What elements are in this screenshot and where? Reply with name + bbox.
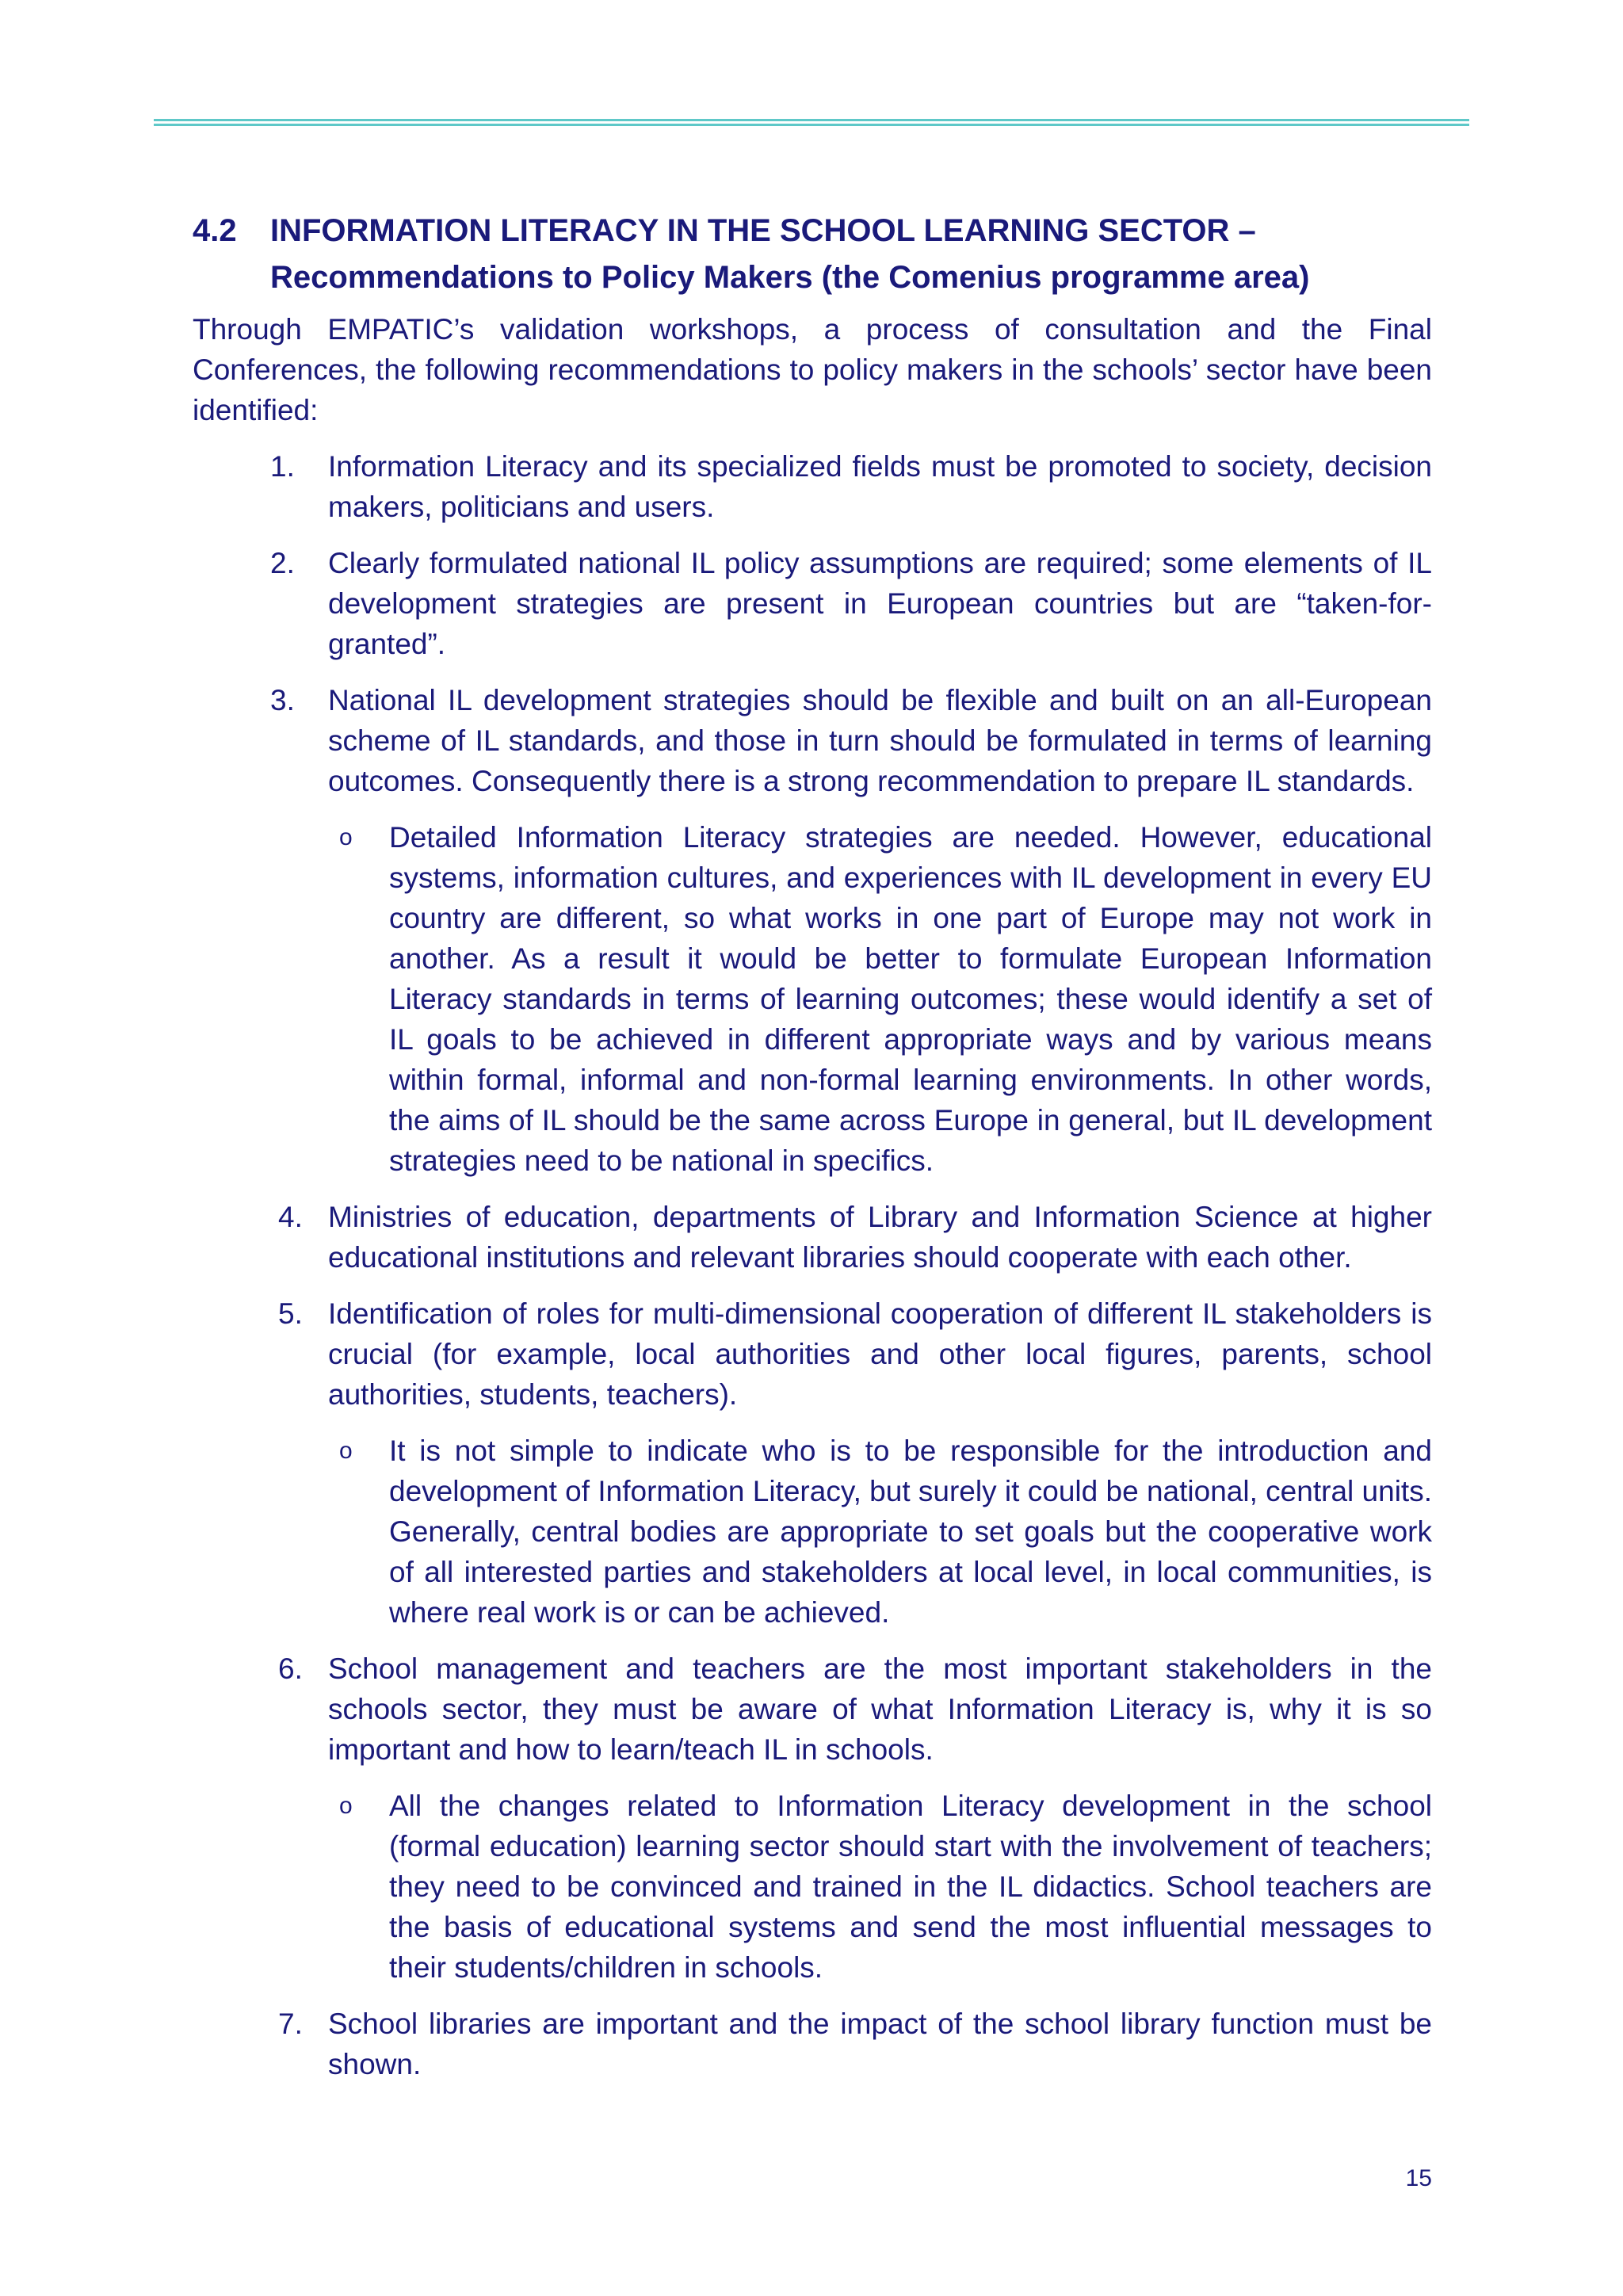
item-text: Information Literacy and its specialized fields must be promoted to society, decision makers, politicians and users.	[328, 450, 1432, 523]
sub-item	[328, 1786, 1432, 1988]
sub-item-text: Detailed Information Literacy strategies are needed. However, educational systems, information cultures, and experiences with IL development in every EU country are different, so what works in one part of Europe may not work in another. As a result it would be better to formulate European Information Literacy standards in terms of learning outcomes; these would identify a set of IL goals to be achieved in different appropriate ways and by various means within formal, informal and non-formal learning environments. In other words, the aims of IL should be the same across Europe in general, but IL development strategies need to be national in specifics.	[389, 821, 1432, 1177]
section-title-line-1: INFORMATION LITERACY IN THE SCHOOL LEARNING SECTOR –	[270, 213, 1256, 248]
sub-item	[328, 1431, 1432, 1633]
item-text: Clearly formulated national IL policy assumptions are required; some elements of IL development strategies are present in European countries but are “taken-for-granted”.	[328, 547, 1432, 660]
recommendation-item	[193, 680, 1432, 1181]
circle-bullet-icon: o	[339, 1438, 353, 1464]
item-number: 2.	[270, 547, 295, 579]
sub-item-text: It is not simple to indicate who is to be responsible for the introduction and development of Information Literacy, but surely it could be national, central units. Generally, central bodies are appropriate to set goals but the cooperative work of all interested parties and stakeholders at local level, in local communities, is where real work is or can be achieved.	[389, 1435, 1432, 1629]
header-rule-line	[154, 119, 1469, 121]
recommendation-item	[193, 2004, 1432, 2084]
sub-item	[328, 817, 1432, 1181]
item-text: Identification of roles for multi-dimensional cooperation of different IL stakeholders is crucial (for example, local authorities and other local figures, parents, school authorities, students, teachers).	[328, 1297, 1432, 1411]
item-number: 5.	[278, 1297, 303, 1330]
item-text: School management and teachers are the most important stakeholders in the schools sector, they must be aware of what Information Literacy is, why it is so important and how to learn/teach IL in schools.	[328, 1652, 1432, 1766]
section-title-line-2: Recommendations to Policy Makers (the Comenius programme area)	[270, 260, 1310, 295]
sub-item-text: All the changes related to Information Literacy development in the school (formal education) learning sector should start with the involvement of teachers; they need to be convinced and trained in the IL didactics. School teachers are the basis of educational systems and send the most influential messages to their students/children in schools.	[389, 1790, 1432, 1984]
recommendations-list	[193, 446, 1432, 2084]
recommendation-item	[193, 446, 1432, 527]
item-number: 1.	[270, 450, 295, 483]
item-number: 4.	[278, 1201, 303, 1233]
header-rule	[154, 119, 1469, 127]
recommendation-item	[193, 1293, 1432, 1633]
item-number: 6.	[278, 1652, 303, 1685]
page-content	[193, 208, 1432, 2100]
sub-list	[328, 817, 1432, 1181]
sub-list	[328, 1786, 1432, 1988]
item-text: Ministries of education, departments of Library and Information Science at higher educational institutions and relevant libraries should cooperate with each other.	[328, 1201, 1432, 1274]
section-heading	[193, 208, 1432, 301]
recommendation-item	[193, 543, 1432, 664]
intro-paragraph: Through EMPATIC’s validation workshops, a process of consultation and the Final Conferences, the following recommendations to policy makers in the schools’ sector have been identified:	[193, 313, 1432, 426]
header-rule-line	[154, 124, 1469, 126]
recommendation-item	[193, 1197, 1432, 1278]
circle-bullet-icon: o	[339, 1793, 353, 1819]
circle-bullet-icon: o	[339, 824, 353, 850]
item-number: 7.	[278, 2008, 303, 2040]
item-number: 3.	[270, 684, 295, 716]
section-number: 4.2	[193, 213, 237, 248]
page-number: 15	[1405, 2165, 1432, 2191]
recommendation-item	[193, 1648, 1432, 1988]
item-text: National IL development strategies should be flexible and built on an all-European scheme of IL standards, and those in turn should be formulated in terms of learning outcomes. Consequently there is a strong recommendation to prepare IL standards.	[328, 684, 1432, 797]
item-text: School libraries are important and the impact of the school library function must be shown.	[328, 2008, 1432, 2080]
sub-list	[328, 1431, 1432, 1633]
